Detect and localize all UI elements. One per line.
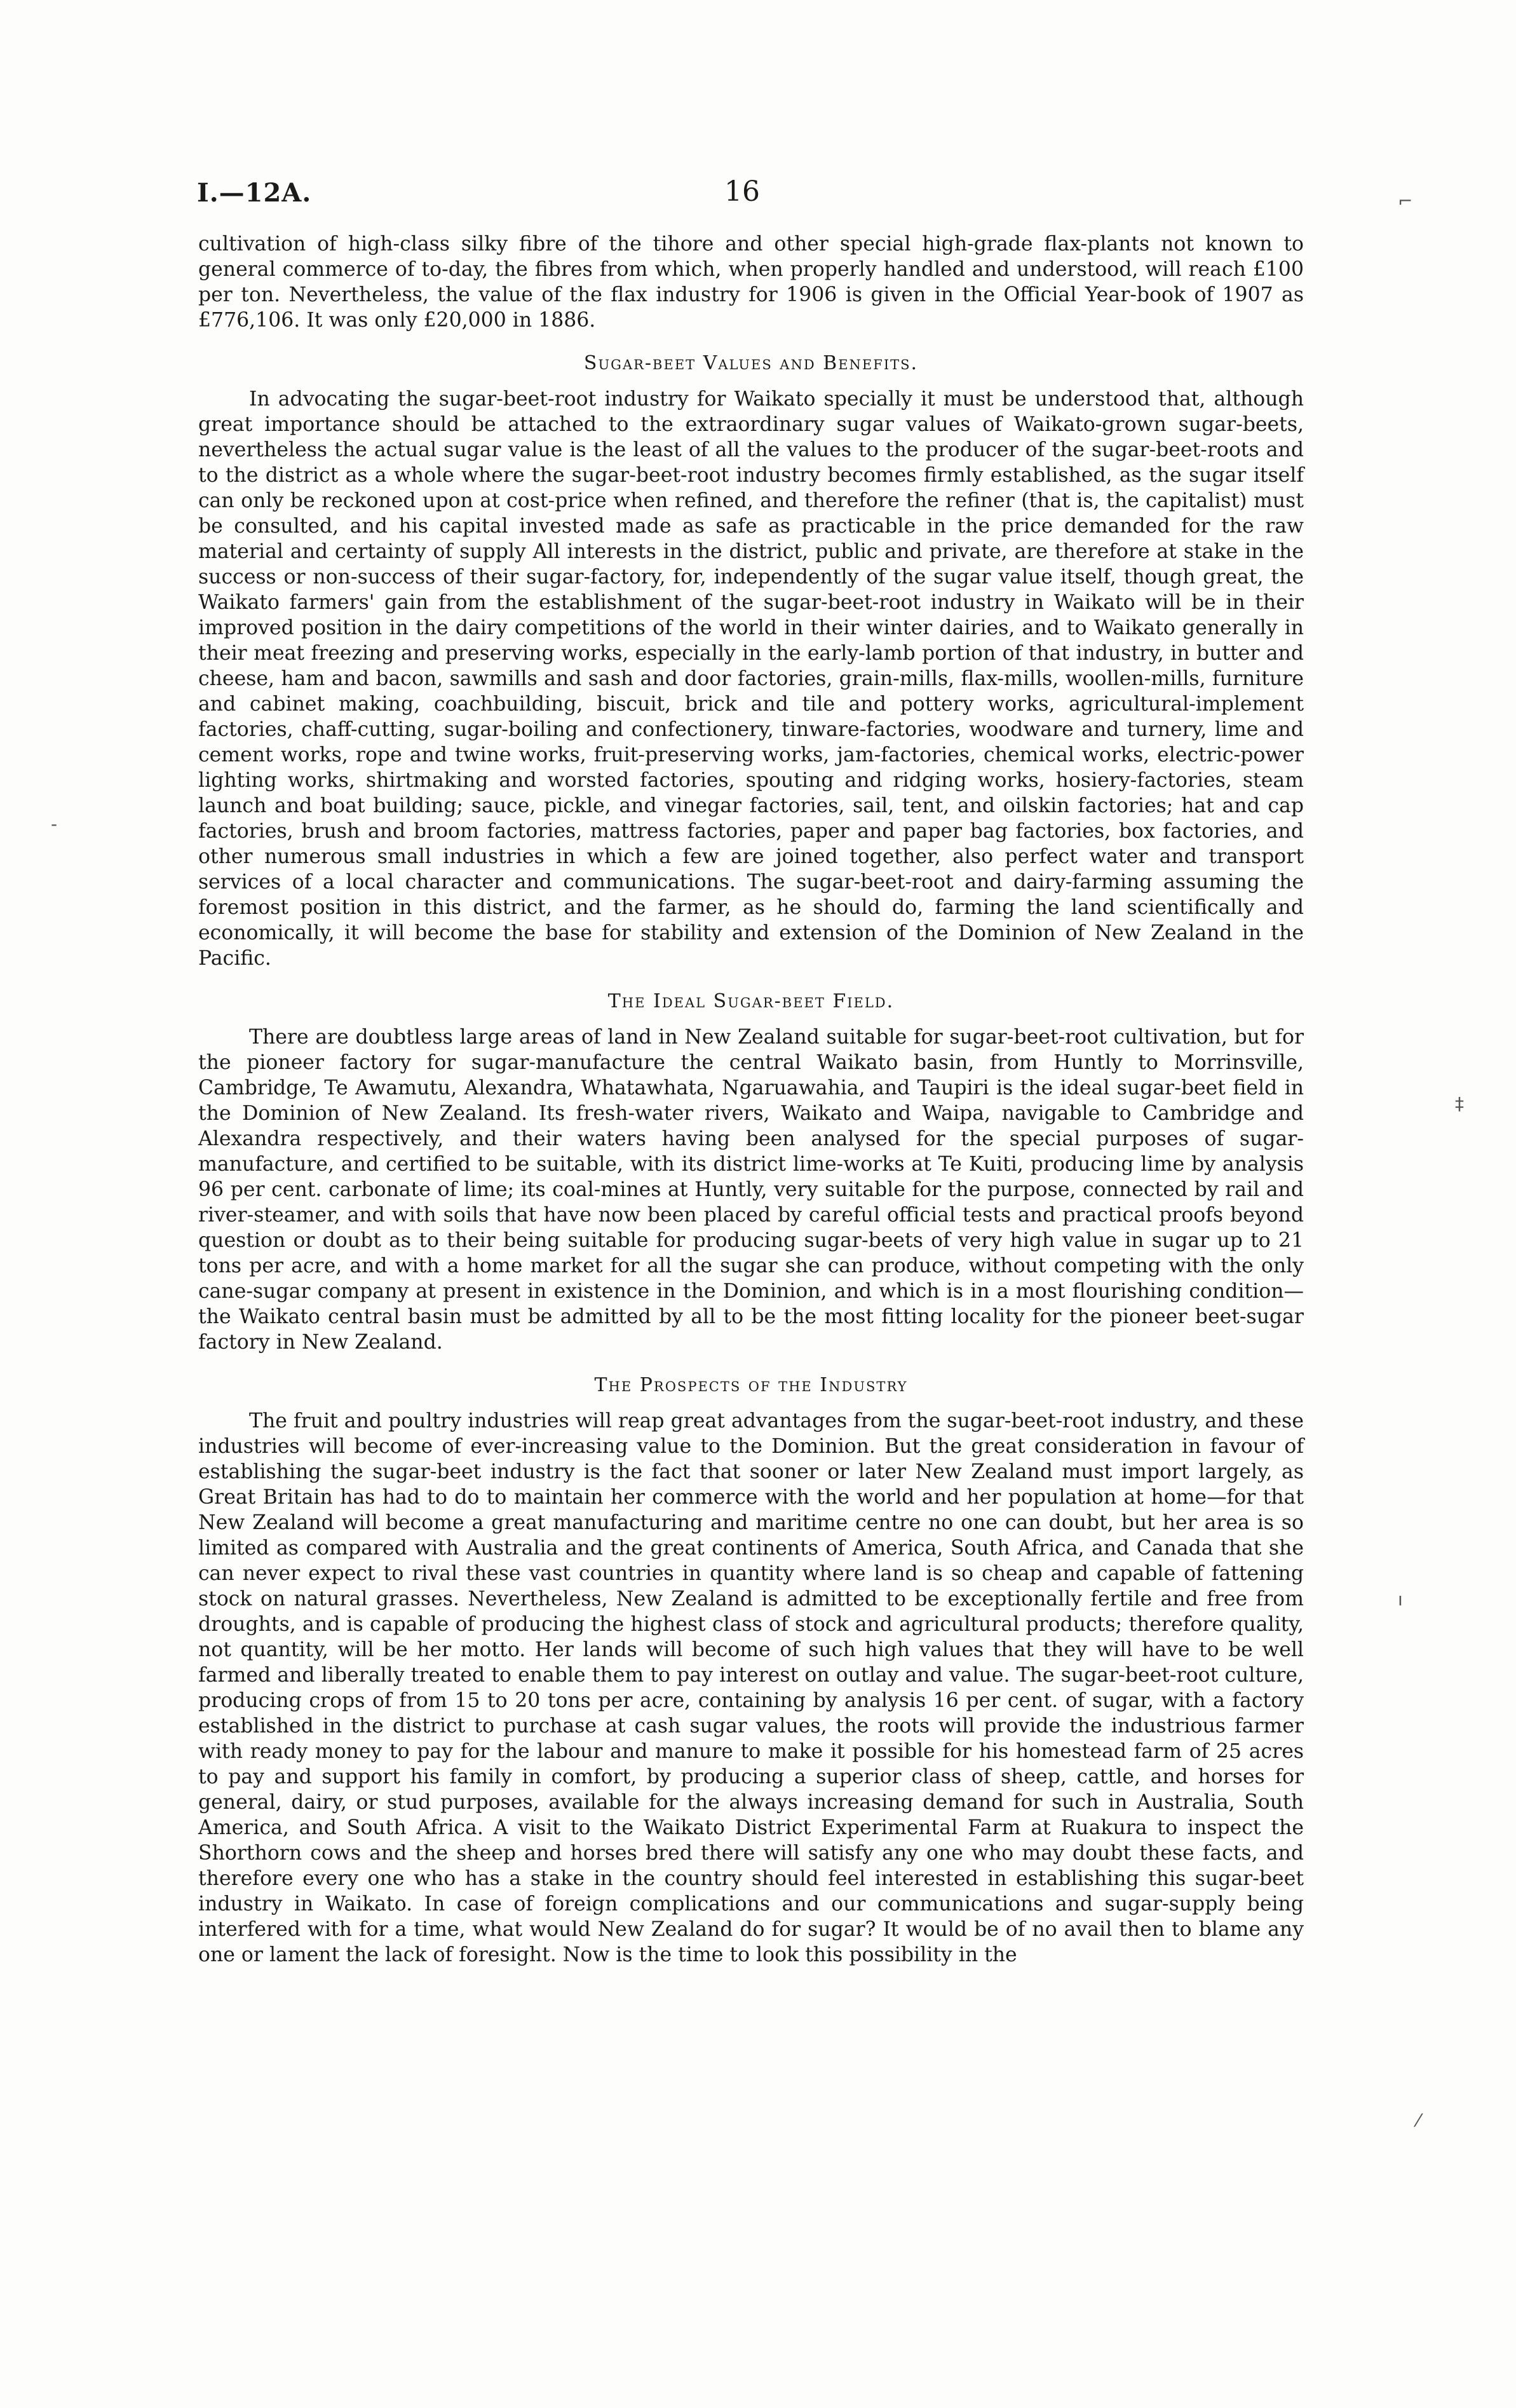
- document-reference: I.—12A.: [197, 178, 312, 208]
- section-heading-prospects: The Prospects of the Industry: [594, 1374, 908, 1396]
- margin-mark-icon: -: [51, 813, 58, 834]
- section-heading-ideal-field: The Ideal Sugar-beet Field.: [607, 990, 895, 1012]
- section-paragraph-sugar-beet-values: In advocating the sugar-beet-root industry for Waikato specially it must be understood that, although great importance should be attached to the extraordinary sugar values of Waikato-grown sugar-beets, nevertheless the actual sugar value is the least of all the values to the producer of the sugar-beet-roots and to the district as a whole where the sugar-beet-root industry becomes firmly established, as the sugar itself can only be reckoned upon at cost-price when refined, and therefore the refiner (that is, the capitalist) must be consulted, and his capital invested made as safe as practicable in the price demanded for the raw material and certainty of supply All interests in the district, public and private, are therefore at stake in the success or non-success of their sugar-factory, for, independently of the sugar value itself, though great, the Waikato farmers' gain from the establishment of the sugar-beet-root industry in Waikato will be in their improved position in the dairy competitions of the world in their winter dairies, and to Waikato generally in their meat freezing and preserving works, especially in the early-lamb portion of that industry, in butter and cheese, ham and bacon, sawmills and sash and door factories, grain-mills, flax-mills, woollen-mills, furniture and cabinet making, coachbuilding, biscuit, brick and tile and pottery works, agricultural-implement factories, chaff-cutting, sugar-boiling and confectionery, tinware-factories, woodware and turnery, lime and cement works, rope and twine works, fruit-preserving works, jam-factories, chemical works, electric-power lighting works, shirtmaking and worsted factories, spouting and ridging works, hosiery-factories, steam launch and boat building; sauce, pickle, and vinegar factories, sail, tent, and oilskin factories; hat and cap factories, brush and broom factories, mattress factories, paper and paper bag factories, box factories, and other numerous small industries in which a few are joined together, also perfect water and transport services of a local character and communications. The sugar-beet-root and dairy-farming assuming the foremost position in this district, and the farmer, as he should do, farming the land scientifically and economically, it will become the base for stability and extension of the Dominion of New Zealand in the Pacific.: [198, 388, 1304, 970]
- section-paragraph-ideal-field: There are doubtless large areas of land in New Zealand suitable for sugar-beet-root cultivation, but for the pioneer factory for sugar-manufacture the central Waikato basin, from Huntly to Morrinsville, Cambridge, Te Awamutu, Alexandra, Whatawhata, Ngaruawahia, and Taupiri is the ideal sugar-beet field in the Dominion of New Zealand. Its fresh-water rivers, Waikato and Waipa, navigable to Cambridge and Alexandra respectively, and their waters having been analysed for the special purposes of sugar-manufacture, and certified to be suitable, with its district lime-works at Te Kuiti, producing lime by analysis 96 per cent. carbonate of lime; its coal-mines at Huntly, very suitable for the purpose, connected by rail and river-steamer, and with soils that have now been placed by careful official tests and practical proofs beyond question or doubt as to their being suitable for producing sugar-beets of very high value in sugar up to 21 tons per acre, and with a home market for all the sugar she can produce, without competing with the only cane-sugar company at present in existence in the Dominion, and which is in a most flourishing condition—the Waikato central basin must be admitted by all to be the most fitting locality for the pioneer beet-sugar factory in New Zealand.: [198, 1026, 1304, 1354]
- margin-mark-icon: ‡: [1455, 1093, 1464, 1114]
- section-paragraph-prospects: The fruit and poultry industries will reap great advantages from the sugar-beet-root industry, and these industries will become of ever-increasing value to the Dominion. But the great consideration in favour of establishing the sugar-beet industry is the fact that sooner or later New Zealand must import largely, as Great Britain has had to do to maintain her commerce with the world and her population at home—for that New Zealand will become a great manufacturing and maritime centre no one can doubt, but her area is so limited as compared with Australia and the great continents of America, South Africa, and Canada that she can never expect to rival these vast countries in quantity where land is so cheap and capable of fattening stock on natural grasses. Nevertheless, New Zealand is admitted to be exceptionally fertile and free from droughts, and is capable of producing the highest class of stock and agricultural products; therefore quality, not quantity, will be her motto. Her lands will become of such high values that they will have to be well farmed and liberally treated to enable them to pay interest on outlay and value. The sugar-beet-root culture, producing crops of from 15 to 20 tons per acre, containing by analysis 16 per cent. of sugar, with a factory established in the district to purchase at cash sugar values, the roots will provide the industrious farmer with ready money to pay for the labour and manure to make it possible for his homestead farm of 25 acres to pay and support his family in comfort, by producing a superior class of sheep, cattle, and horses for general, dairy, or stud purposes, available for the always increasing demand for such in Australia, South America, and South Africa. A visit to the Waikato District Experimental Farm at Ruakura to inspect the Shorthorn cows and the sheep and horses bred there will satisfy any one who may doubt these facts, and therefore every one who has a stake in the country should feel interested in establishing this sugar-beet industry in Waikato. In case of foreign complications and our communications and sugar-supply being interfered with for a time, what would New Zealand do for sugar? It would be of no avail then to blame any one or lament the lack of foresight. Now is the time to look this possibility in the: [198, 1410, 1304, 1966]
- intro-paragraph: cultivation of high-class silky fibre of the tihore and other special high-grade flax-plants not known to general commerce of to-day, the fibres from which, when properly handled and understood, will reach £100 per ton. Nevertheless, the value of the flax industry for 1906 is given in the Official Year-book of 1907 as £776,106. It was only £20,000 in 1886.: [198, 233, 1304, 332]
- section-heading-sugar-beet-values: Sugar-beet Values and Benefits.: [583, 352, 919, 374]
- margin-mark-icon: ⁄: [1417, 2110, 1420, 2131]
- body-text: [198, 231, 1304, 1968]
- margin-mark-icon: ı: [1398, 1589, 1403, 1610]
- margin-mark-icon: ⌐: [1398, 191, 1413, 212]
- page-number: 16: [724, 175, 760, 208]
